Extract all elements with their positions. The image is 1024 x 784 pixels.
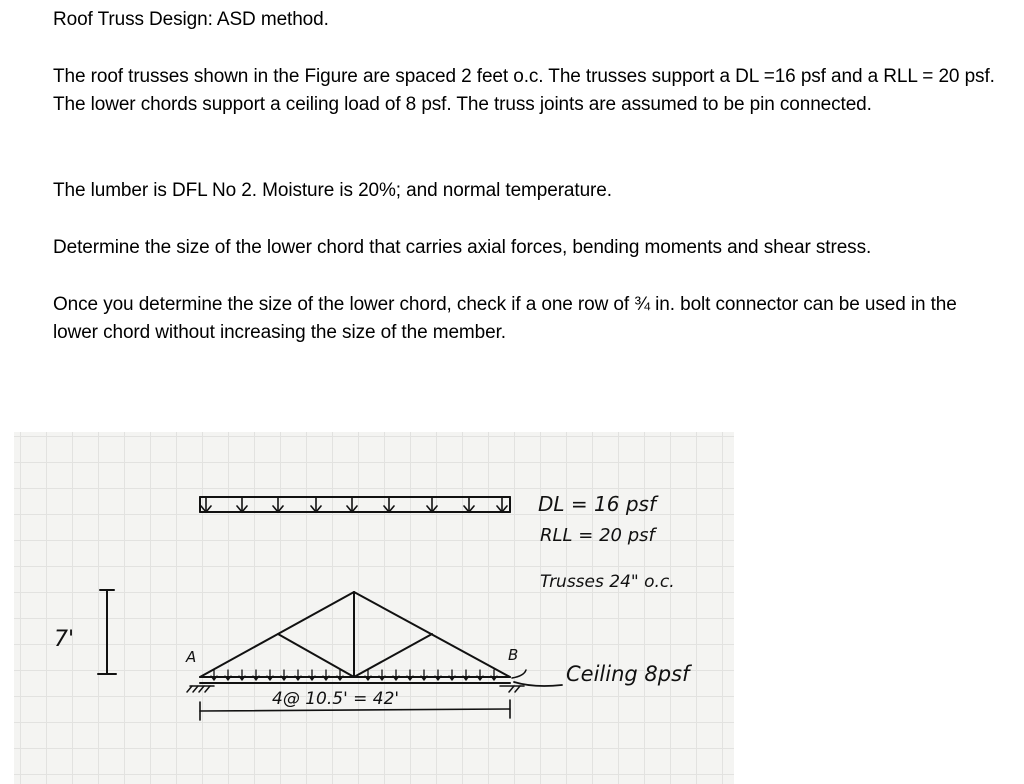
height-dimension xyxy=(98,590,116,674)
support-a xyxy=(187,686,214,692)
document-title: Roof Truss Design: ASD method. xyxy=(53,9,329,30)
roof-load-arrows xyxy=(200,497,510,512)
problem-statement: The roof trusses shown in the Figure are spaced 2 feet o.c. The trusses support a DL =16 psf and a RLL = 20 psf. The lower chords support a ceiling load of 8 psf. The truss joints are assumed to be pin connected. xyxy=(53,66,995,115)
height-label: 7' xyxy=(54,627,75,652)
dl-label: DL = 16 psf xyxy=(538,492,656,516)
support-a-label: A xyxy=(186,648,197,666)
lumber-spec: The lumber is DFL No 2. Moisture is 20%; and normal temperature. xyxy=(53,180,612,201)
rll-label: RLL = 20 psf xyxy=(540,525,655,546)
span-label: 4@ 10.5' = 42' xyxy=(272,689,400,709)
truss-sketch xyxy=(14,432,734,784)
truss xyxy=(200,592,510,683)
truss-spacing-label: Trusses 24" o.c. xyxy=(540,572,675,592)
task-lower-chord: Determine the size of the lower chord that carries axial forces, bending moments and shear stress. xyxy=(53,237,872,258)
ceiling-label: Ceiling 8psf xyxy=(566,662,690,686)
task-bolt-check: Once you determine the size of the lower chord, check if a one row of ¾ in. bolt connector can be used in the lower chord without increasing the size of the member. xyxy=(53,294,957,343)
truss-figure xyxy=(14,432,734,784)
support-b-label: B xyxy=(508,646,519,664)
